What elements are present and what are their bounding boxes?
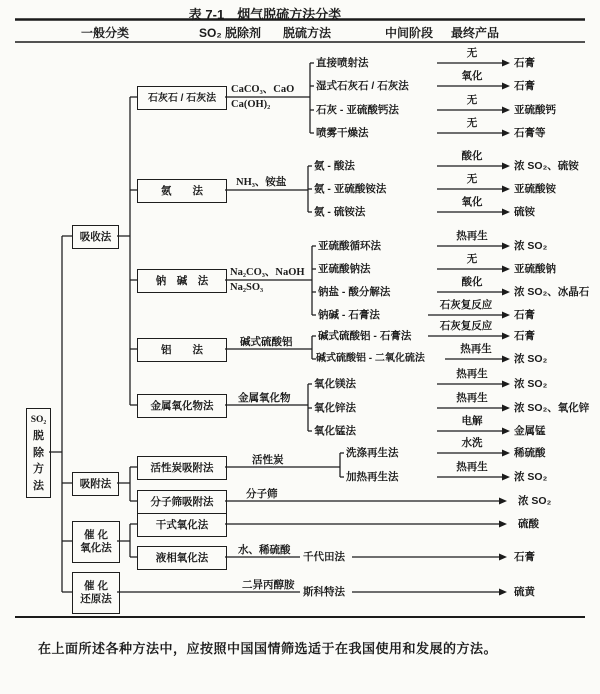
product-label: 金属锰 bbox=[514, 424, 546, 437]
product-label: 硫黄 bbox=[514, 585, 535, 598]
stage-label: 无 bbox=[466, 173, 478, 185]
product-label: 浓 SO₂ bbox=[514, 377, 548, 390]
stage-label: 石灰复反应 bbox=[439, 320, 493, 332]
method-label: 直接喷射法 bbox=[316, 56, 369, 69]
product-label: 石膏 bbox=[514, 308, 535, 321]
product-label: 石膏等 bbox=[514, 126, 546, 139]
node-adsorption: 吸附法 bbox=[72, 472, 119, 496]
node-ammonia: 氨 法 bbox=[137, 179, 227, 203]
column-header-stage: 中间阶段 bbox=[384, 26, 434, 40]
stage-label: 酸化 bbox=[461, 150, 483, 162]
product-label: 浓 SO₂、冰晶石 bbox=[514, 285, 590, 298]
method-label: 氧化镁法 bbox=[314, 377, 356, 390]
reagent-liquid-oxidation: 水、稀硫酸 bbox=[238, 544, 291, 556]
method-label: 湿式石灰石 / 石灰法 bbox=[316, 79, 409, 92]
product-label: 浓 SO₂ bbox=[514, 352, 548, 365]
column-header-method: 脱硫方法 bbox=[282, 26, 332, 40]
product-label: 亚硫酸钠 bbox=[514, 262, 556, 275]
product-label: 石膏 bbox=[514, 329, 535, 342]
product-label: 石膏 bbox=[514, 79, 535, 92]
stage-label: 石灰复反应 bbox=[439, 299, 493, 311]
method-label: 亚硫酸循环法 bbox=[318, 239, 381, 252]
stage-label: 热再生 bbox=[460, 343, 492, 355]
method-label: 碱式硫酸铝 - 二氧化硫法 bbox=[316, 352, 425, 364]
node-liquid-oxidation: 液相氧化法 bbox=[137, 546, 227, 570]
node-molecular-sieve-adsorption: 分子筛吸附法 bbox=[137, 490, 227, 514]
node-catalytic-reduction: 催 化 还原法 bbox=[72, 572, 120, 614]
product-label: 硫铵 bbox=[514, 205, 535, 218]
method-label: 石灰 - 亚硫酸钙法 bbox=[316, 103, 399, 116]
stage-label: 热再生 bbox=[456, 368, 488, 380]
method-label: 氧化锌法 bbox=[314, 401, 356, 414]
reagent-activated-carbon: 活性炭 bbox=[252, 454, 284, 466]
stage-label: 无 bbox=[466, 253, 478, 265]
method-label: 氨 - 亚硫酸铵法 bbox=[314, 182, 387, 195]
product-label: 浓 SO₂ bbox=[514, 239, 548, 252]
stage-label: 无 bbox=[466, 117, 478, 129]
node-catalytic-oxidation: 催 化 氧化法 bbox=[72, 521, 120, 563]
reagent-aluminum: 碱式硫酸铝 bbox=[240, 336, 293, 348]
method-label: 氧化锰法 bbox=[314, 424, 356, 437]
product-label: 硫酸 bbox=[518, 517, 539, 530]
product-label: 亚硫酸钙 bbox=[514, 103, 556, 116]
column-header-general: 一般分类 bbox=[80, 26, 130, 40]
product-label: 亚硫酸铵 bbox=[514, 182, 556, 195]
product-label: 石膏 bbox=[514, 550, 535, 563]
reagent-limestone-top: CaCO₃、CaO bbox=[231, 84, 295, 95]
method-label: 亚硫酸钠法 bbox=[318, 262, 371, 275]
method-label: 钠碱 - 石膏法 bbox=[318, 308, 380, 321]
column-header-reagent: SO₂ 脱除剂 bbox=[198, 26, 262, 40]
method-label: 洗涤再生法 bbox=[346, 446, 399, 459]
product-label: 石膏 bbox=[514, 56, 535, 69]
node-so2-removal-methods: SO₂ 脱 除 方 法 bbox=[26, 408, 51, 498]
reagent-limestone-bottom: Ca(OH)₂ bbox=[231, 99, 271, 110]
stage-label: 热再生 bbox=[456, 392, 488, 404]
product-label: 浓 SO₂ bbox=[514, 470, 548, 483]
reagent-soda-top: Na₂CO₃、NaOH bbox=[230, 267, 305, 278]
reagent-metal-oxide: 金属氧化物 bbox=[238, 392, 291, 404]
node-activated-carbon-adsorption: 活性炭吸附法 bbox=[137, 456, 227, 480]
column-header-product: 最终产品 bbox=[450, 26, 500, 40]
reagent-catalytic-reduction: 二异丙醇胺 bbox=[242, 579, 295, 591]
node-aluminum: 铝 法 bbox=[137, 338, 227, 362]
footer-note: 在上面所述各种方法中，应按照中国国情筛选适于在我国使用和发展的方法。 bbox=[38, 641, 498, 656]
stage-label: 电解 bbox=[461, 415, 483, 427]
node-dry-oxidation: 干式氧化法 bbox=[137, 513, 227, 537]
reagent-ammonia: NH₃、铵盐 bbox=[236, 177, 287, 188]
method-label: 钠盐 - 酸分解法 bbox=[318, 285, 391, 298]
method-label: 氨 - 酸法 bbox=[314, 159, 355, 172]
stage-label: 热再生 bbox=[456, 461, 488, 473]
reagent-molecular-sieve: 分子筛 bbox=[246, 488, 278, 500]
method-label: 碱式硫酸铝 - 石膏法 bbox=[318, 329, 412, 342]
reagent-soda-bottom: Na₂SO₃ bbox=[230, 282, 264, 293]
stage-label: 无 bbox=[466, 94, 478, 106]
stage-label: 热再生 bbox=[456, 230, 488, 242]
stage-label: 水洗 bbox=[461, 437, 483, 449]
stage-label: 氧化 bbox=[461, 70, 483, 82]
node-soda-alkali: 钠 碱 法 bbox=[137, 269, 227, 293]
method-label: 喷雾干燥法 bbox=[316, 126, 369, 139]
stage-label: 无 bbox=[466, 47, 478, 59]
product-label: 浓 SO₂、硫铵 bbox=[514, 159, 579, 172]
method-scot: 斯科特法 bbox=[303, 585, 345, 598]
product-label: 稀硫酸 bbox=[514, 446, 546, 459]
node-metal-oxide: 金属氧化物法 bbox=[137, 394, 227, 418]
page-title: 表 7-1 烟气脱硫方法分类 bbox=[188, 7, 342, 22]
method-chiyoda: 千代田法 bbox=[303, 550, 345, 563]
method-label: 加热再生法 bbox=[346, 470, 399, 483]
node-limestone-lime: 石灰石 / 石灰法 bbox=[137, 86, 227, 110]
stage-label: 氧化 bbox=[461, 196, 483, 208]
stage-label: 酸化 bbox=[461, 276, 483, 288]
product-label: 浓 SO₂ bbox=[518, 494, 552, 507]
method-label: 氨 - 硫铵法 bbox=[314, 205, 366, 218]
node-absorption: 吸收法 bbox=[72, 225, 119, 249]
product-label: 浓 SO₂、氧化锌 bbox=[514, 401, 590, 414]
